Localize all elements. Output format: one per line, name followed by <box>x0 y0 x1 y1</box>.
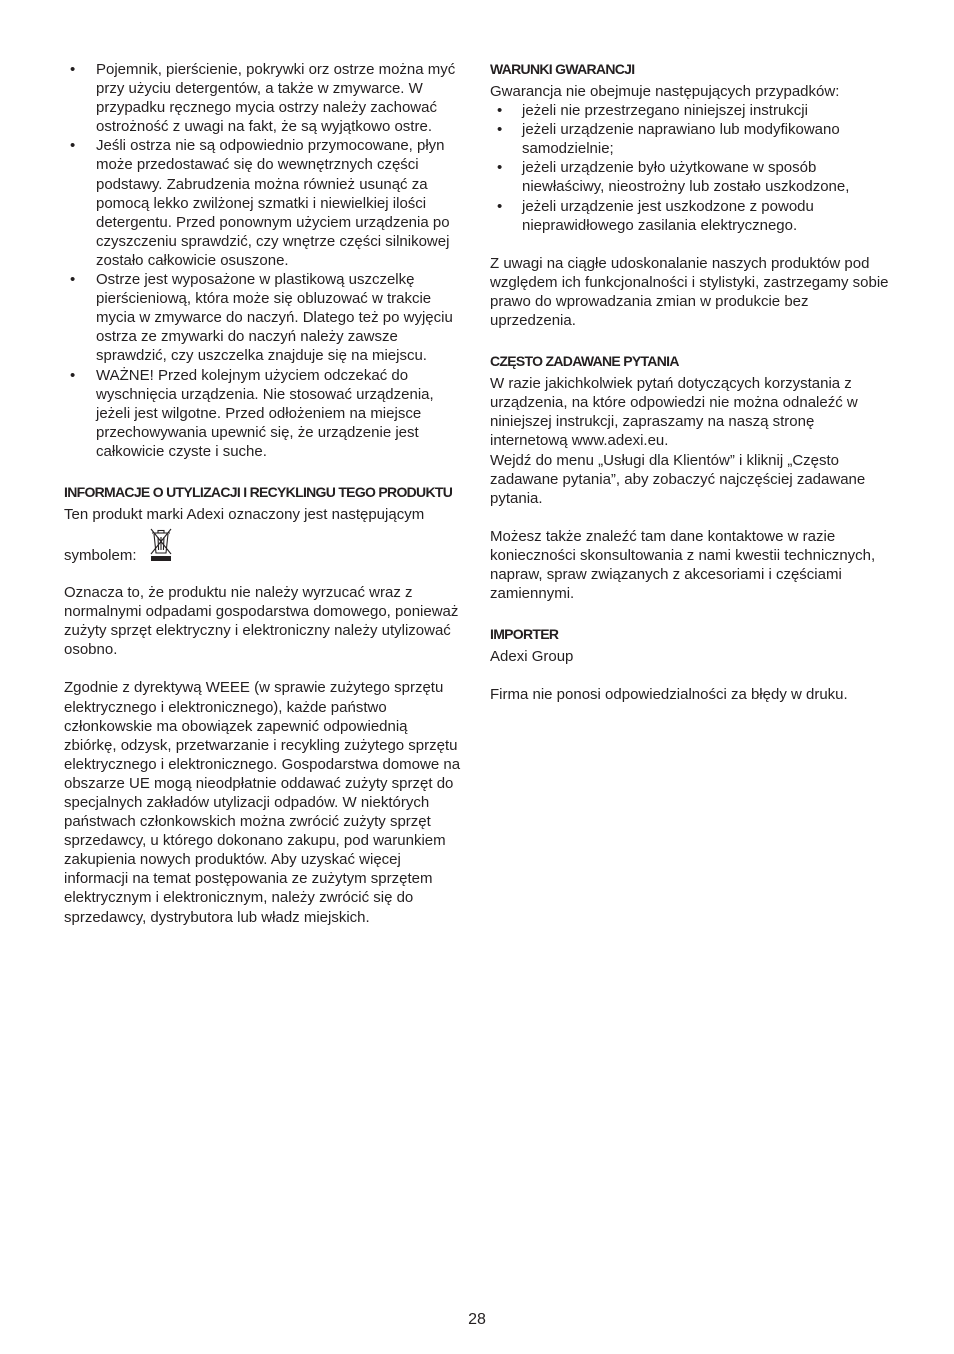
list-item: • jeżeli urządzenie naprawiano lub modyfikowano samodzielnie; <box>490 120 895 158</box>
list-item: • Pojemnik, pierścienie, pokrywki orz ostrze można myć przy użyciu detergentów, a także w zmywarce. W przypadku ręcznego mycia ostrzy należy zachować ostrożność z uwagi na fakt, że są wyjątkowo ostre. <box>64 60 464 136</box>
warranty-note: Z uwagi na ciągłe udoskonalanie naszych produktów pod względem ich funkcjonalności i stylistyki, zastrzegamy sobie prawo do wprowadzania zmian w produkcie bez uprzedzenia. <box>490 254 889 330</box>
faq-paragraph-3: Możesz także znaleźć tam dane kontaktowe w razie konieczności skonsultowania z nami kwestii technicznych, napraw, spraw związanych z akcesoriami i częściami zamiennymi. <box>490 527 876 603</box>
disposal-intro: Ten produkt marki Adexi oznaczony jest następującym <box>64 505 425 523</box>
list-item: • WAŻNE! Przed kolejnym użyciem odczekać do wyschnięcia urządzenia. Nie stosować urządzenia, jeżeli jest wilgotne. Przed odłożeniem na miejsce przechowywania upewnić się, że urządzenie jest całkowicie czyste i suche. <box>64 366 464 461</box>
list-item: • jeżeli nie przestrzegano niniejszej instrukcji <box>490 101 895 120</box>
list-item: • Ostrze jest wyposażone w plastikową uszczelkę pierścieniową, która może się obluzować w trakcie mycia w zmywarce do naczyń. Dlatego też po wyjęciu ostrza ze zmywarki do naczyń należy zawsze sprawdzić, czy uszczelka znajduje się na miejscu. <box>64 270 464 365</box>
disclaimer: Firma nie ponosi odpowiedzialności za błędy w druku. <box>490 686 848 704</box>
warranty-intro: Gwarancja nie obejmuje następujących przypadków: <box>490 83 840 100</box>
warranty-heading: WARUNKI GWARANCJI <box>490 61 635 77</box>
importer-name: Adexi Group <box>490 648 574 666</box>
disposal-paragraph-2: Zgodnie z dyrektywą WEEE (w sprawie zużytego sprzętu elektrycznego i elektronicznego), każde państwo członkowskie ma obowiązek zapewnić odpowiednią zbiórkę, odzysk, przetwarzanie i recykling zużytego sprzętu elektrycznego i elektronicznego. Gospodarstwa domowe na obszarze UE mogą nieodpłatnie oddawać zużyty sprzęt do specjalnych zakładów utylizacji odpadów. W niektórych państwach członkowskich można zwrócić zużyty sprzęt sprzedawcy, u którego dokonano zakupu, pod warunkiem zakupienia nowych produktów. Aby uzyskać więcej informacji na temat postępowania ze zużytym sprzętem elektrycznym i elektronicznym, należy zwrócić się do sprzedawcy, dystrybutora lub władz miejskich. <box>64 679 461 926</box>
warranty-bullet-list <box>490 101 895 235</box>
list-item: • jeżeli urządzenie jest uszkodzone z powodu nieprawidłowego zasilania elektrycznego. <box>490 197 895 235</box>
faq-heading: CZĘSTO ZADAWANE PYTANIA <box>490 353 679 370</box>
faq-paragraph-1: W razie jakichkolwiek pytań dotyczących korzystania z urządzenia, na które odpowiedzi nie można odnaleźć w niniejszej instrukcji, zapraszamy na naszą stronę internetową www.adexi.eu. <box>490 375 858 450</box>
symbol-label: symbolem: <box>64 547 137 565</box>
faq-paragraph-2: Wejdź do menu „Usługi dla Klientów” i kliknij „Często zadawane pytania”, aby zobaczyć najczęściej zadawane pytania. <box>490 451 866 507</box>
left-column <box>64 60 464 927</box>
cleaning-bullet-list <box>64 60 464 461</box>
weee-crossed-bin-icon <box>150 526 172 562</box>
disposal-paragraph-1: Oznacza to, że produktu nie należy wyrzucać wraz z normalnymi odpadami gospodarstwa domowego, ponieważ zużyty sprzęt elektryczny i elektroniczny należy utylizować osobno. <box>64 584 459 659</box>
disposal-heading: INFORMACJE O UTYLIZACJI I RECYKLINGU TEGO PRODUKTU <box>64 483 453 500</box>
list-item: • jeżeli urządzenie było użytkowane w sposób niewłaściwy, nieostrożny lub zostało uszkodzone, <box>490 158 895 196</box>
symbol-row <box>64 524 464 564</box>
importer-heading: IMPORTER <box>490 626 559 643</box>
right-column <box>490 60 895 704</box>
page-number: 28 <box>468 1311 486 1328</box>
list-item: • Jeśli ostrza nie są odpowiednio przymocowane, płyn może przedostawać się do wewnętrznych części podstawy. Zabrudzenia można również usunąć za pomocą lekko zwilżonej szmatki i niewielkiej ilości detergentu. Przed ponownym użyciem urządzenia po czyszczeniu sprawdzić, czy wnętrze części silnikowej zostało całkowicie osuszone. <box>64 136 464 270</box>
